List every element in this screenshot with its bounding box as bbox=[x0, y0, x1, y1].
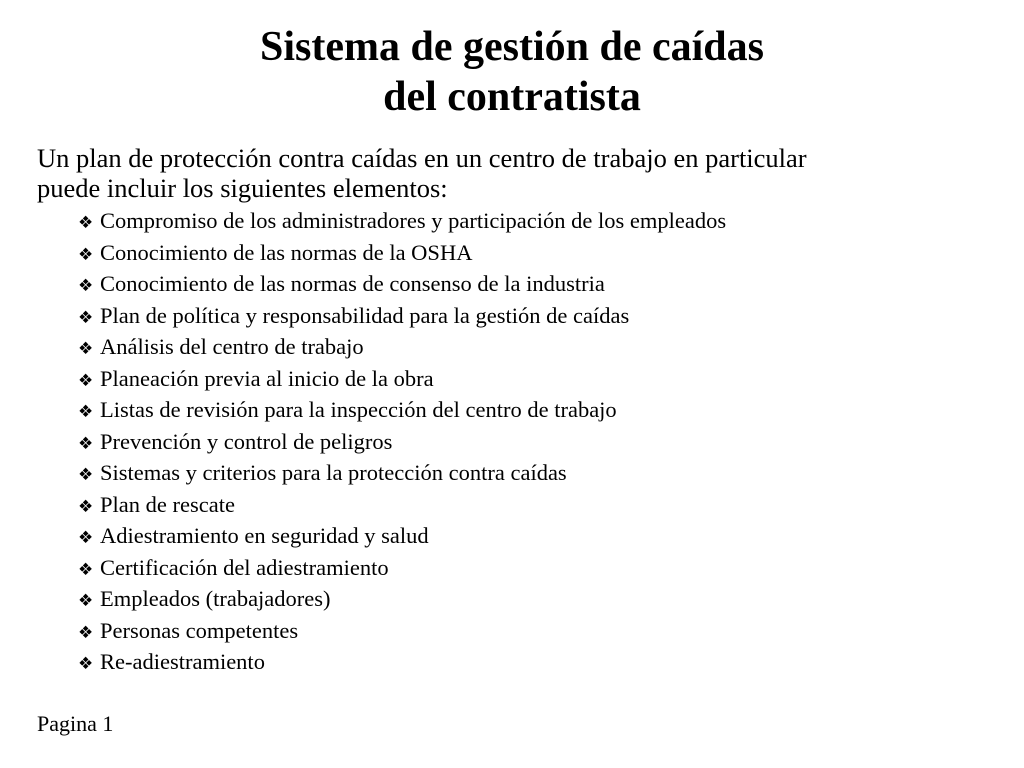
list-item bbox=[78, 205, 726, 237]
four-diamond-star-icon: ❖ bbox=[78, 622, 94, 643]
slide-title bbox=[0, 22, 1024, 122]
list-item bbox=[78, 583, 726, 615]
list-item bbox=[78, 552, 726, 584]
intro-text bbox=[37, 143, 997, 203]
four-diamond-star-icon: ❖ bbox=[78, 433, 94, 454]
list-item-text: Conocimiento de las normas de la OSHA bbox=[100, 239, 473, 265]
four-diamond-star-icon: ❖ bbox=[78, 339, 94, 359]
list-item-text: Personas competentes bbox=[100, 617, 299, 643]
list-item bbox=[78, 520, 726, 552]
list-item-text: Conocimiento de las normas de consenso de la industria bbox=[100, 271, 605, 296]
list-item-text: Plan de política y responsabilidad para la gestión de caídas bbox=[100, 302, 630, 328]
four-diamond-star-icon: ❖ bbox=[78, 559, 94, 580]
four-diamond-star-icon: ❖ bbox=[78, 307, 94, 328]
list-item-text: Plan de rescate bbox=[100, 491, 235, 517]
list-item-text: Sistemas y criterios para la protección contra caídas bbox=[100, 460, 567, 485]
list-item-text: Compromiso de los administradores y participación de los empleados bbox=[100, 208, 727, 233]
list-item bbox=[78, 331, 726, 363]
four-diamond-star-icon: ❖ bbox=[78, 591, 94, 611]
page-number: Pagina 1 bbox=[37, 711, 114, 736]
slide-title-line-2: del contratista bbox=[383, 74, 641, 120]
list-item bbox=[78, 457, 726, 489]
four-diamond-star-icon: ❖ bbox=[78, 213, 94, 233]
list-item bbox=[78, 363, 726, 395]
slide-title-line-1: Sistema de gestión de caídas bbox=[260, 24, 764, 70]
list-item-text: Empleados (trabajadores) bbox=[100, 586, 331, 611]
four-diamond-star-icon: ❖ bbox=[78, 402, 94, 422]
intro-line-2: puede incluir los siguientes elementos: bbox=[37, 173, 448, 203]
list-item bbox=[78, 646, 726, 678]
list-item bbox=[78, 615, 726, 647]
four-diamond-star-icon: ❖ bbox=[78, 370, 94, 391]
list-item bbox=[78, 426, 726, 458]
four-diamond-star-icon: ❖ bbox=[78, 528, 94, 548]
four-diamond-star-icon: ❖ bbox=[78, 244, 94, 265]
list-item-text: Planeación previa al inicio de la obra bbox=[100, 365, 434, 391]
list-item bbox=[78, 237, 726, 269]
four-diamond-star-icon: ❖ bbox=[78, 654, 94, 674]
list-item-text: Listas de revisión para la inspección del centro de trabajo bbox=[100, 397, 617, 422]
list-item bbox=[78, 268, 726, 300]
four-diamond-star-icon: ❖ bbox=[78, 465, 94, 485]
list-item bbox=[78, 489, 726, 521]
list-item bbox=[78, 300, 726, 332]
list-item-text: Adiestramiento en seguridad y salud bbox=[100, 523, 429, 548]
list-item bbox=[78, 394, 726, 426]
bullet-list bbox=[78, 205, 726, 678]
intro-line-1: Un plan de protección contra caídas en un centro de trabajo en particular bbox=[37, 143, 807, 173]
four-diamond-star-icon: ❖ bbox=[78, 276, 94, 296]
four-diamond-star-icon: ❖ bbox=[78, 496, 94, 517]
list-item-text: Re-adiestramiento bbox=[100, 649, 265, 674]
list-item-text: Certificación del adiestramiento bbox=[100, 554, 389, 580]
list-item-text: Análisis del centro de trabajo bbox=[100, 334, 364, 359]
list-item-text: Prevención y control de peligros bbox=[100, 428, 393, 454]
